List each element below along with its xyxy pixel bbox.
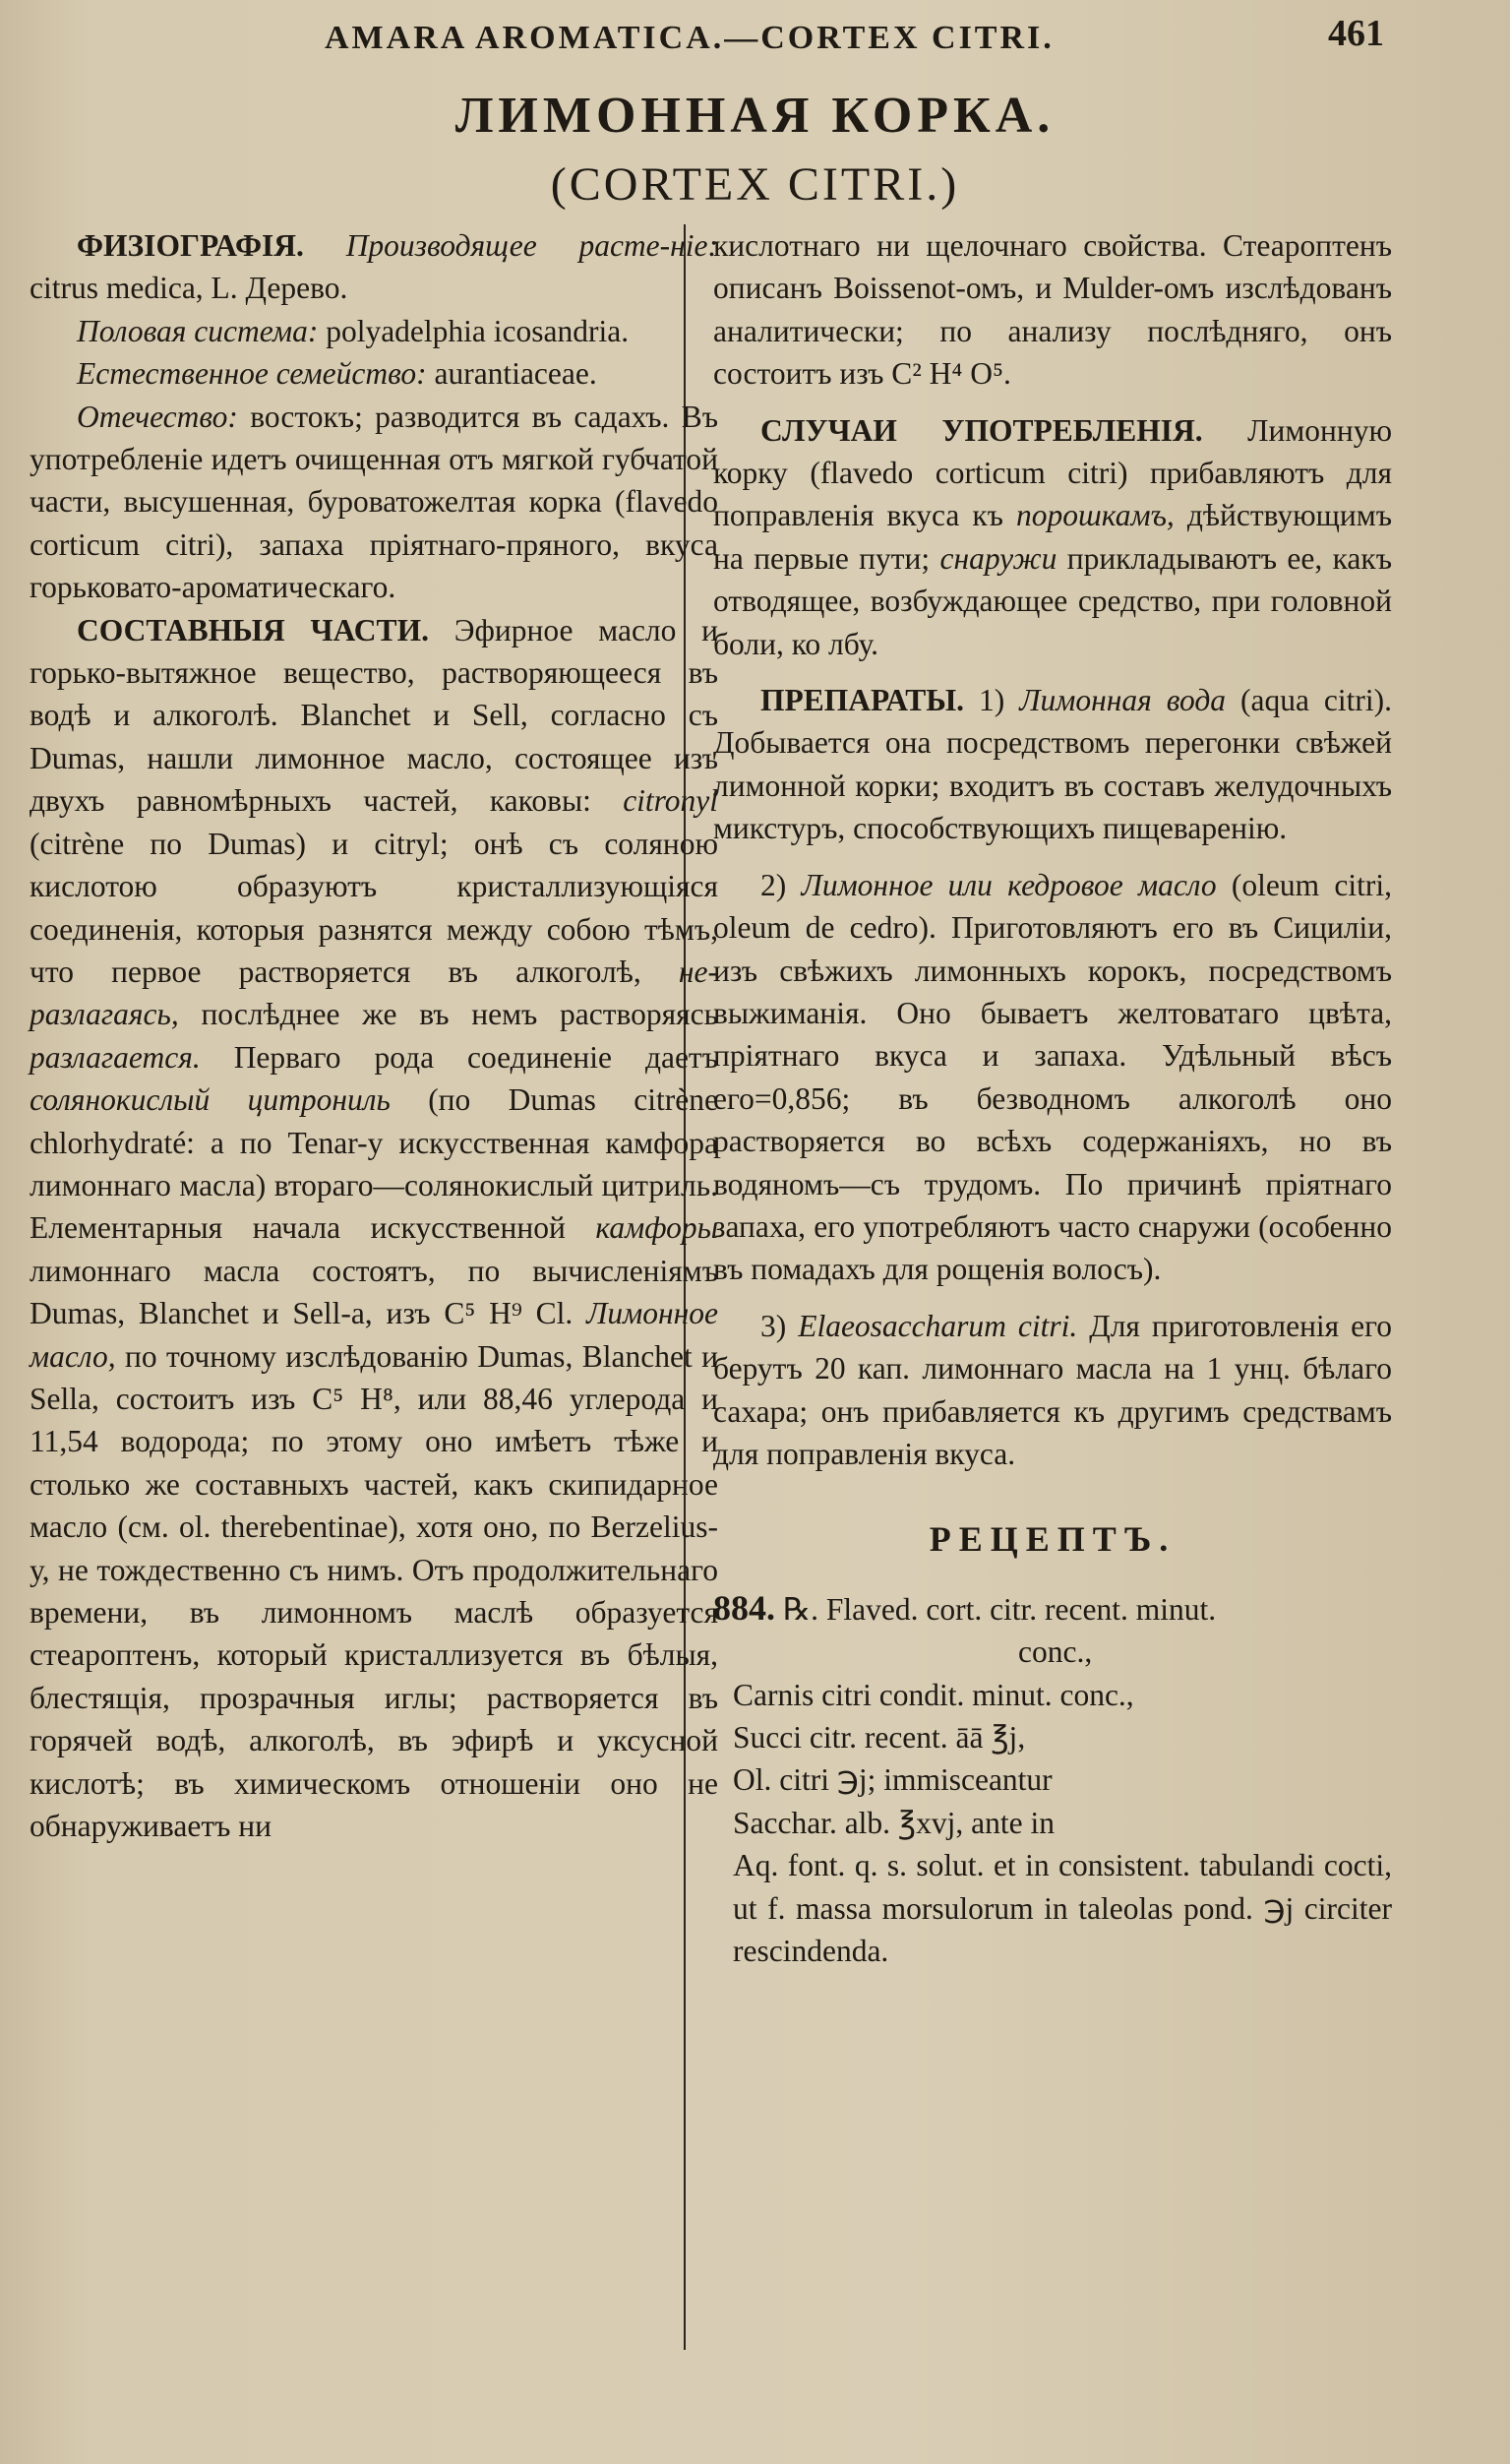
paragraph-text: (citrène по Dumas) и citryl; онѣ съ соляною кислотою образуютъ кристаллизующіяся соединенія, которыя разнятся между собою тѣмъ, что первое растворяется въ алкоголѣ, [30, 826, 718, 989]
recipe-line: Sacchar. alb. ℥xvj, ante in [733, 1805, 1055, 1840]
paragraph-text: aurantiaceae. [426, 356, 597, 392]
paragraph-text: востокъ; разводится въ садахъ. Въ употребленіе идетъ очищенная отъ мягкой губчатой части, высушенная, буроватожелтая корка (flavedo corticum citri), запаха пріятнаго-пряного, вкуса горьковато-ароматическаго. [30, 399, 718, 605]
left-column [30, 224, 718, 1847]
paragraph-text: (aqua citri). Добывается она посредствомъ перегонки свѣжей лимонной корки; входитъ въ составъ желудочныхъ микстуръ, способствующихъ пищеваренію. [713, 683, 1392, 846]
recipe-number: 884. [713, 1587, 775, 1628]
recipe-heading: РЕЦЕПТЪ. [929, 1519, 1177, 1560]
sexual-system-paragraph [30, 310, 718, 352]
italic-term: разлагается. [30, 1039, 201, 1075]
right-column [713, 224, 1392, 1972]
italic-term: снаружи [939, 540, 1057, 576]
paragraph-text: citrus medica, L. Дерево. [30, 271, 348, 306]
italic-term: Elaeosaccharum citri. [798, 1308, 1078, 1343]
paragraph-text: polyadelphia icosandria. [318, 313, 630, 348]
lemon-oil-paragraph [713, 864, 1392, 1291]
italic-term: Естественное семейство: [77, 356, 427, 392]
section-heading: СОСТАВНЫЯ ЧАСТИ. [77, 612, 429, 647]
paragraph-text: прикладываютъ ее, какъ отводящее, возбуждающее средство, при головной боли, ко лбу. [713, 540, 1392, 661]
origin-paragraph [30, 396, 718, 609]
recipe-line: Succi citr. recent. āā ℥j, [733, 1720, 1026, 1755]
paragraph-text: Лимонную корку (flavedo corticum citri) прибавляютъ для поправленія вкуса къ [713, 412, 1392, 533]
italic-term: порошкамъ, [1016, 498, 1175, 533]
preparations-paragraph [713, 679, 1392, 850]
italic-term: камфоры [595, 1210, 718, 1246]
paragraph-text: Перваго рода соединеніе даетъ [200, 1039, 718, 1075]
section-heading: СЛУЧАИ УПОТРЕБЛЕНІЯ. [760, 412, 1203, 448]
paragraph-text: лимоннаго масла состоятъ, по вычисленіямъ Dumas, Blanchet и Sell-a, изъ C⁵ H⁹ Cl. [30, 1253, 718, 1331]
italic-term: солянокислый цитрониль [30, 1082, 391, 1118]
physiography-paragraph [30, 224, 718, 310]
recipe-line: ℞. Flaved. cort. citr. recent. minut. [782, 1591, 1217, 1627]
constituents-paragraph [30, 609, 718, 1848]
paragraph-text: 2) [760, 867, 802, 902]
elaeosaccharum-paragraph [713, 1305, 1392, 1476]
recipe-line: Ol. citri ℈j; immisceantur [733, 1762, 1053, 1798]
recipe-line-continuation: conc., [1018, 1634, 1093, 1670]
italic-term: Половая система: [77, 313, 319, 348]
recipe-line: Carnis citri condit. minut. conc., [733, 1677, 1134, 1712]
article-title-russian: ЛИМОННАЯ КОРКА. [454, 88, 1056, 144]
paragraph-text: 3) [760, 1308, 799, 1343]
paragraph-text: (по Dumas citrène chlorhydraté: а по Tenar-у искусственная камфора лимоннаго масла) втораго—солянокислый цитриль. Елементарныя начала искусственной [30, 1082, 718, 1246]
paragraph-text: (oleum citri, oleum de cedro). Приготовляютъ его въ Сициліи, изъ свѣжихъ лимонныхъ корокъ, посредствомъ выжиманія. Оно бываетъ желтоватаго цвѣта, пріятнаго вкуса и запаха. Удѣльный вѣсъ его=0,856; въ безводномъ алкоголѣ оно растворяется во всѣхъ содержаніяхъ, но въ водяномъ—съ трудомъ. По причинѣ пріятнаго запаха, его употребляютъ часто снаружи (особенно въ помадахъ для рощенія волосъ). [713, 867, 1393, 1287]
italic-term: citronyl [623, 783, 718, 819]
italic-term: Лимонное масло, [30, 1296, 718, 1374]
continued-paragraph: кислотнаго ни щелочнаго свойства. Стеароптенъ описанъ Boissenot-омъ, и Mulder-омъ изслѣдованъ аналитически; по анализу послѣдняго, онъ состоитъ изъ C² H⁴ O⁵. [713, 228, 1392, 392]
paragraph-text: 1) [964, 683, 1020, 718]
italic-term: Лимонная вода [1019, 683, 1227, 718]
running-head: AMARA AROMATICA.—CORTEX CITRI. [325, 20, 1055, 56]
paragraph-text: Эфирное масло и горько-вытяжное вещество, растворяющееся въ водѣ и алкоголѣ. Blanchet и Sell, согласно съ Dumas, нашли лимонное масло, состоящее изъ двухъ равномѣрныхъ частей, каковы: [30, 612, 718, 819]
section-heading: ПРЕПАРАТЫ. [760, 683, 965, 718]
italic-term: Отечество: [77, 399, 238, 434]
section-heading: ФИЗІОГРАФІЯ. [77, 228, 304, 263]
recipe-line: Aq. font. q. s. solut. et in consistent. tabulandi cocti, ut f. massa morsulorum in taleolas pond. ℈j circiter rescindenda. [733, 1848, 1392, 1969]
page-number: 461 [1328, 13, 1384, 54]
paragraph-text: Для приготовленія его берутъ 20 кап. лимоннаго масла на 1 унц. бѣлаго сахара; онъ прибавляется къ другимъ средствамъ для поправленія вкуса. [713, 1308, 1392, 1471]
paragraph-text: послѣднее же въ немъ растворяясь [178, 997, 718, 1032]
italic-term: Производящее расте-ніе: [345, 228, 718, 263]
article-title-latin: (CORTEX CITRI.) [550, 158, 960, 211]
paragraph-text: по точному изслѣдованію Dumas, Blanchet и Sella, состоитъ изъ C⁵ H⁸, или 88,46 углерода и 11,54 водорода; по этому оно имѣетъ тѣже и столько же составныхъ частей, какъ скипидарное масло (см. ol. therebentinae), хотя оно, по Berzelius-у, не тождественно съ нимъ. Отъ продолжительнаго времени, въ лимонномъ маслѣ образуется стеароптенъ, который кристаллизуется въ бѣлыя, блестящія, прозрачныя иглы; растворяется въ горячей водѣ, алкоголѣ, въ эфирѣ и уксусной кислотѣ; въ химическомъ отношеніи оно не обнаруживаетъ ни [30, 1338, 718, 1844]
recipe-first-line [713, 1587, 1392, 1631]
paragraph-text: дѣйствующимъ на первые пути; [713, 498, 1393, 576]
italic-term: не-разлагаясь, [30, 954, 718, 1032]
family-paragraph [30, 352, 718, 395]
usage-paragraph [713, 409, 1392, 665]
italic-term: Лимонное или кедровое масло [801, 867, 1217, 902]
